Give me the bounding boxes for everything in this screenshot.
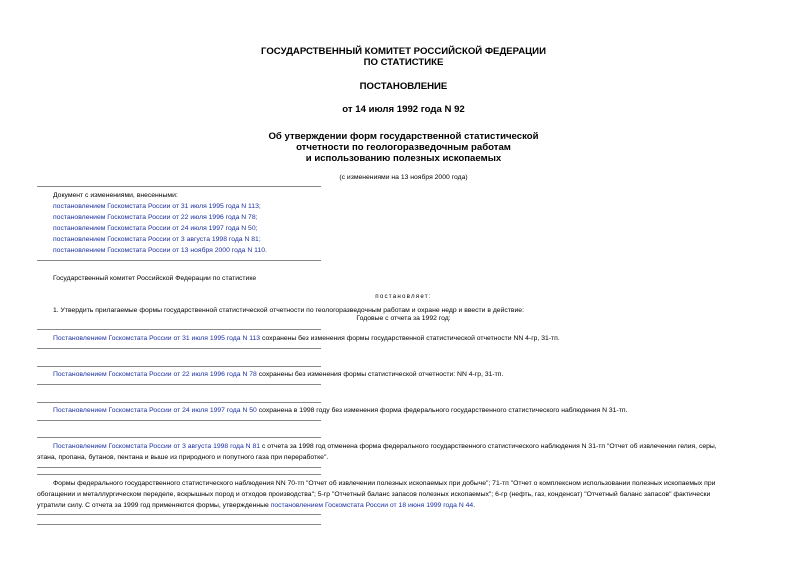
note-1-link[interactable]: Постановлением Госкомстата России от 31 июля 1995 года N 113	[53, 335, 261, 342]
amendment-link-2[interactable]: постановлением Госкомстата России от 22 июля 1996 года N 78;	[53, 214, 258, 221]
divider	[37, 437, 321, 438]
divider	[37, 329, 321, 330]
org-title-line2: ПО СТАТИСТИКЕ	[363, 57, 444, 68]
subject-line3: и использованию полезных ископаемых	[305, 153, 502, 164]
divider	[37, 467, 321, 468]
changes-note: (с изменениями на 13 ноября 2000 года)	[339, 174, 468, 181]
document-type: ПОСТАНОВЛЕНИЕ	[359, 81, 448, 92]
note-2-text: сохранены без изменения формы статистической отчетности: NN 4-гр, 31-тп.	[256, 371, 504, 378]
note-2	[53, 369, 503, 380]
final-note-line2: обогащении и металлургическом переделе, вскрышных пород и отходов производства"; 5-гр "Отчетный баланс запасов полезных ископаемых"; 6-гр (нефть, газ, конденсат) "Отчетный баланс запасов" фактически	[37, 491, 711, 498]
note-3-link[interactable]: Постановлением Госкомстата России от 24 июля 1997 года N 50	[53, 407, 257, 414]
divider	[37, 366, 321, 367]
document-date: от 14 июля 1992 года N 92	[342, 104, 465, 115]
final-note-link[interactable]: постановлением Госкомстата России от 18 июня 1999 года N 44	[270, 502, 474, 509]
amendment-link-4[interactable]: постановлением Госкомстата России от 3 августа 1998 года N 81;	[53, 236, 261, 243]
note-3-text: сохранена в 1998 году без изменения форма федерального государственного статистического наблюдения N 31-тп.	[256, 407, 628, 414]
note-4-text-continued: этана, пропана, бутанов, пентана и выше из природного и попутного газа при переработке".	[37, 454, 329, 461]
subject-line1: Об утверждении форм государственной статистической	[268, 131, 539, 142]
annual-forms-heading: Годовые с отчета за 1992 год:	[356, 315, 451, 322]
note-4-link[interactable]: Постановлением Госкомстата России от 3 августа 1998 года N 81	[53, 443, 261, 450]
final-note-line3: утратили силу. С отчета за 1999 год применяются формы, утвержденные постановлением Госкомстата России от 18 июня 1999 года N 44.	[37, 502, 476, 509]
note-1-text: сохранены без изменения формы государственной статистической отчетности NN 4-гр, 31-тп.	[260, 335, 560, 342]
decrees-text: постановляет:	[375, 293, 432, 300]
final-note-line1: Формы федерального государственного статистического наблюдения NN 70-тп "Отчет об извлечении полезных ископаемых при добыче"; 71-тп "Отчет о комплексном использовании полезных ископаемых при	[53, 480, 716, 487]
divider	[37, 402, 321, 403]
amendment-link-5[interactable]: постановлением Госкомстата России от 13 ноября 2000 года N 110.	[53, 247, 267, 254]
note-4	[53, 441, 717, 452]
divider	[37, 420, 321, 421]
item-1-text: 1. Утвердить прилагаемые формы государственной статистической отчетности по геологоразведочным работам и охране недр и ввести в действие:	[53, 307, 524, 314]
divider	[37, 514, 321, 515]
org-title-line1: ГОСУДАРСТВЕННЫЙ КОМИТЕТ РОССИЙСКОЙ ФЕДЕРАЦИИ	[261, 46, 546, 57]
amendment-link-1[interactable]: постановлением Госкомстата России от 31 июля 1995 года N 113;	[53, 203, 261, 210]
divider	[37, 474, 321, 475]
note-4-text: с отчета за 1998 год отменена форма федерального государственного статистического наблюдения N 31-тп "Отчет об извлечении гелия, серы,	[260, 443, 717, 450]
issuer-text: Государственный комитет Российской Федерации по статистике	[53, 275, 257, 282]
amendments-title: Документ с изменениями, внесенными:	[53, 192, 178, 199]
divider	[37, 260, 321, 261]
divider	[37, 524, 321, 525]
subject-line2: отчетности по геологоразведочным работам	[296, 142, 511, 153]
divider	[37, 384, 321, 385]
note-2-link[interactable]: Постановлением Госкомстата России от 22 июля 1996 года N 78	[53, 371, 257, 378]
note-3	[53, 405, 627, 416]
amendment-link-3[interactable]: постановлением Госкомстата России от 24 июля 1997 года N 50;	[53, 225, 258, 232]
note-1	[53, 333, 560, 344]
divider	[37, 348, 321, 349]
divider	[37, 186, 321, 187]
